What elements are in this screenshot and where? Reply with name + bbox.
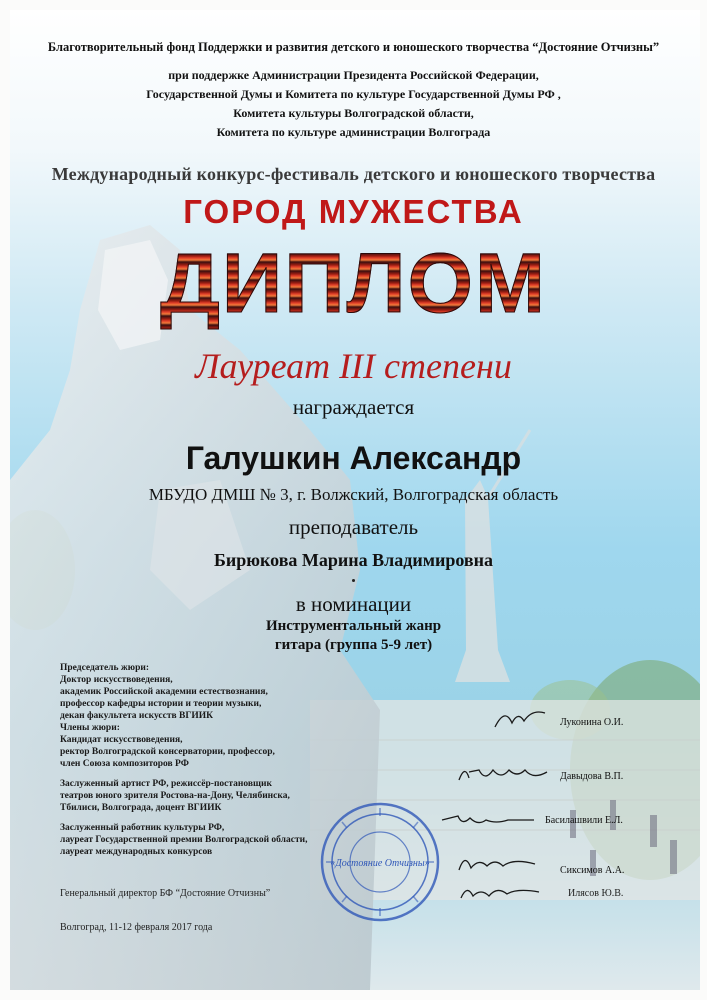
signature-name: Сиксимов А.А. [560,865,625,876]
teacher-name: Бирюкова Марина Владимировна [213,550,494,570]
laureate-degree: Лауреат III степени [195,346,512,386]
nomination-label: в номинации [295,592,412,616]
signature-name: Луконина О.И. [560,717,624,728]
contest-title: Международный конкурс-фестиваль детского и юношеского творчества [51,164,656,184]
jury-line: профессор кафедры истории и теории музыки, [60,699,262,709]
diploma-title: ДИПЛОМ [0,235,707,332]
jury-line: Кандидат искусствоведения, [60,735,183,745]
jury-line: академик Российской академии естествознания, [60,687,268,697]
support-line: Комитета культуры Волгоградской области, [233,106,474,120]
jury-line: член Союза композиторов РФ [60,759,189,769]
stamp-text: «Достояние Отчизны» [330,858,430,869]
jury-line: Доктор искусствоведения, [60,675,173,685]
handwritten-signature [455,850,545,876]
stamp-seal [318,800,442,924]
nomination-genre: Инструментальный жанр [265,618,442,634]
city-title: ГОРОД МУЖЕСТВА [183,193,524,230]
foundation-line: Благотворительный фонд Поддержки и развития детского и юношеского творчества “Достояние Отчизны” [47,40,660,54]
dot-mark [352,579,355,582]
school-line: МБУДО ДМШ № 3, г. Волжский, Волгоградская область [148,485,559,504]
handwritten-signature [455,760,555,788]
jury-line: декан факультета искусств ВГИИК [60,711,214,721]
support-block [0,66,707,142]
jury-chair-title: Председатель жюри: [60,663,149,673]
jury-line: ректор Волгоградской консерватории, профессор, [60,747,275,757]
director-name: Илясов Ю.В. [568,888,624,899]
support-line: Государственной Думы и Комитета по культуре Государственной Думы РФ , [146,87,561,101]
director-label: Генеральный директор БФ “Достояние Отчизны” [60,888,271,899]
awarded-label: награждается [292,395,415,419]
date-line: Волгоград, 11-12 февраля 2017 года [60,922,213,933]
jury-line: Заслуженный артист РФ, режиссёр-постановщик [60,779,273,789]
handwritten-signature [438,808,538,832]
signature-name: Басилашвили Е.Л. [545,815,623,826]
recipient-name: Галушкин Александр [185,440,522,476]
jury-members-title: Члены жюри: [60,723,120,733]
handwritten-signature [490,705,550,735]
support-line: при поддержке Администрации Президента Российской Федерации, [168,68,539,82]
signature-name: Давыдова В.П. [560,771,624,782]
jury-line: лауреат международных конкурсов [60,847,213,857]
jury-line: Тбилиси, Волгограда, доцент ВГИИК [60,803,222,813]
nomination-category: гитара (группа 5-9 лет) [274,637,433,653]
jury-line: театров юного зрителя Ростова-на-Дону, Челябинска, [60,791,290,801]
jury-line: Заслуженный работник культуры РФ, [60,823,225,833]
handwritten-signature [455,880,545,906]
teacher-label: преподаватель [288,515,419,539]
jury-block [60,662,360,858]
jury-line: лауреат Государственной премии Волгоградской области, [60,835,308,845]
support-line: Комитета по культуре администрации Волгограда [216,125,491,139]
